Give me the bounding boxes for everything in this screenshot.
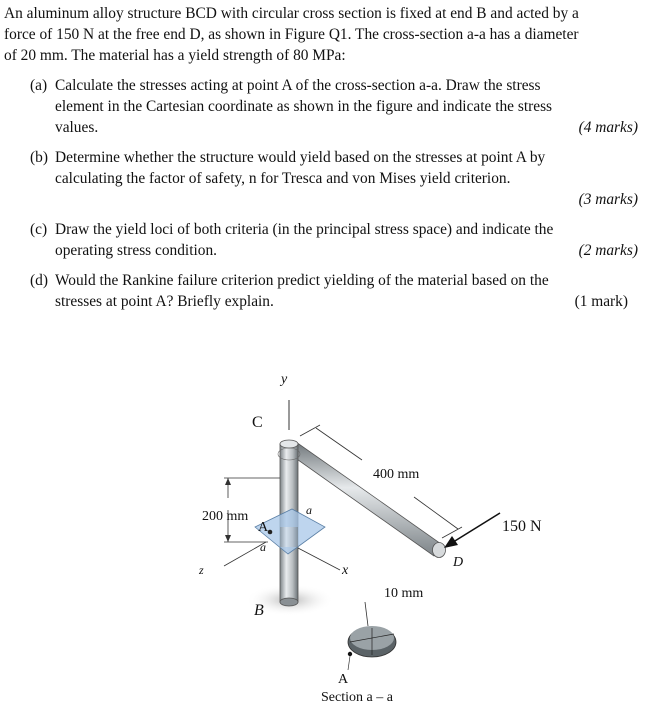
structure-diagram: [180, 370, 580, 715]
force-arrowhead: [444, 536, 458, 548]
part-label: (b): [30, 149, 48, 166]
part-marks: (2 marks): [578, 242, 638, 259]
label-section-a-top: a: [306, 503, 312, 517]
figure-q1: [180, 370, 580, 715]
part-text-line: Draw the yield loci of both criteria (in the principal stress space) and indicate the: [55, 221, 554, 238]
part-text-line: calculating the factor of safety, n for Tresca and von Mises yield criterion.: [55, 170, 511, 187]
label-point-d: D: [453, 555, 464, 570]
label-section-a-bottom: a: [260, 540, 266, 554]
part-marks: (3 marks): [578, 191, 638, 208]
label-200mm: 200 mm: [202, 509, 249, 524]
part-label: (a): [30, 77, 48, 94]
section-a-a-inset: [348, 602, 396, 670]
intro-line: An aluminum alloy structure BCD with circular cross section is fixed at end B and acted by a: [4, 5, 579, 22]
label-point-b: B: [254, 602, 264, 619]
x-axis-line: [298, 548, 340, 570]
part-text-line: Would the Rankine failure criterion predict yielding of the material based on the: [55, 272, 549, 289]
section-point-a-marker: [348, 652, 352, 656]
label-z-axis: z: [199, 563, 204, 577]
part-marks: (4 marks): [578, 119, 638, 136]
intro-line: force of 150 N at the free end D, as shown in Figure Q1. The cross-section a-a has a diameter: [4, 26, 579, 43]
question-part-c: [30, 219, 638, 263]
question-intro: [4, 3, 652, 66]
dim-400-line: [316, 428, 362, 460]
arm-cd: [284, 442, 446, 558]
label-point-c: C: [252, 414, 263, 431]
intro-line: of 20 mm. The material has a yield strength of 80 MPa:: [4, 47, 346, 64]
column-top-cap: [280, 440, 298, 448]
end-d-cap: [433, 543, 446, 558]
question-part-a: [30, 75, 638, 139]
label-x-axis: x: [342, 563, 349, 578]
part-text-line: element in the Cartesian coordinate as shown in the figure and indicate the stress: [55, 98, 553, 115]
part-label: (c): [30, 221, 48, 238]
label-y-axis: y: [281, 372, 288, 387]
question-part-b: [30, 147, 638, 211]
part-text-line: Determine whether the structure would yield based on the stresses at point A by: [55, 149, 546, 166]
label-400mm: 400 mm: [373, 467, 420, 482]
label-section-point-a: A: [338, 672, 349, 687]
question-part-d: [30, 270, 638, 314]
part-text-line: values.: [55, 119, 99, 136]
label-force: 150 N: [502, 518, 542, 535]
part-label: (d): [30, 272, 48, 289]
point-a-marker: [268, 530, 273, 535]
part-text-line: Calculate the stresses acting at point A of the cross-section a-a. Draw the stress: [55, 77, 541, 94]
part-text-line: operating stress condition.: [55, 242, 217, 259]
label-10mm: 10 mm: [384, 586, 424, 601]
part-text-line: stresses at point A? Briefly explain.: [55, 293, 274, 310]
label-point-a: A: [258, 520, 269, 535]
part-marks: (1 mark): [574, 293, 628, 310]
label-section-caption: Section a – a: [321, 690, 393, 705]
